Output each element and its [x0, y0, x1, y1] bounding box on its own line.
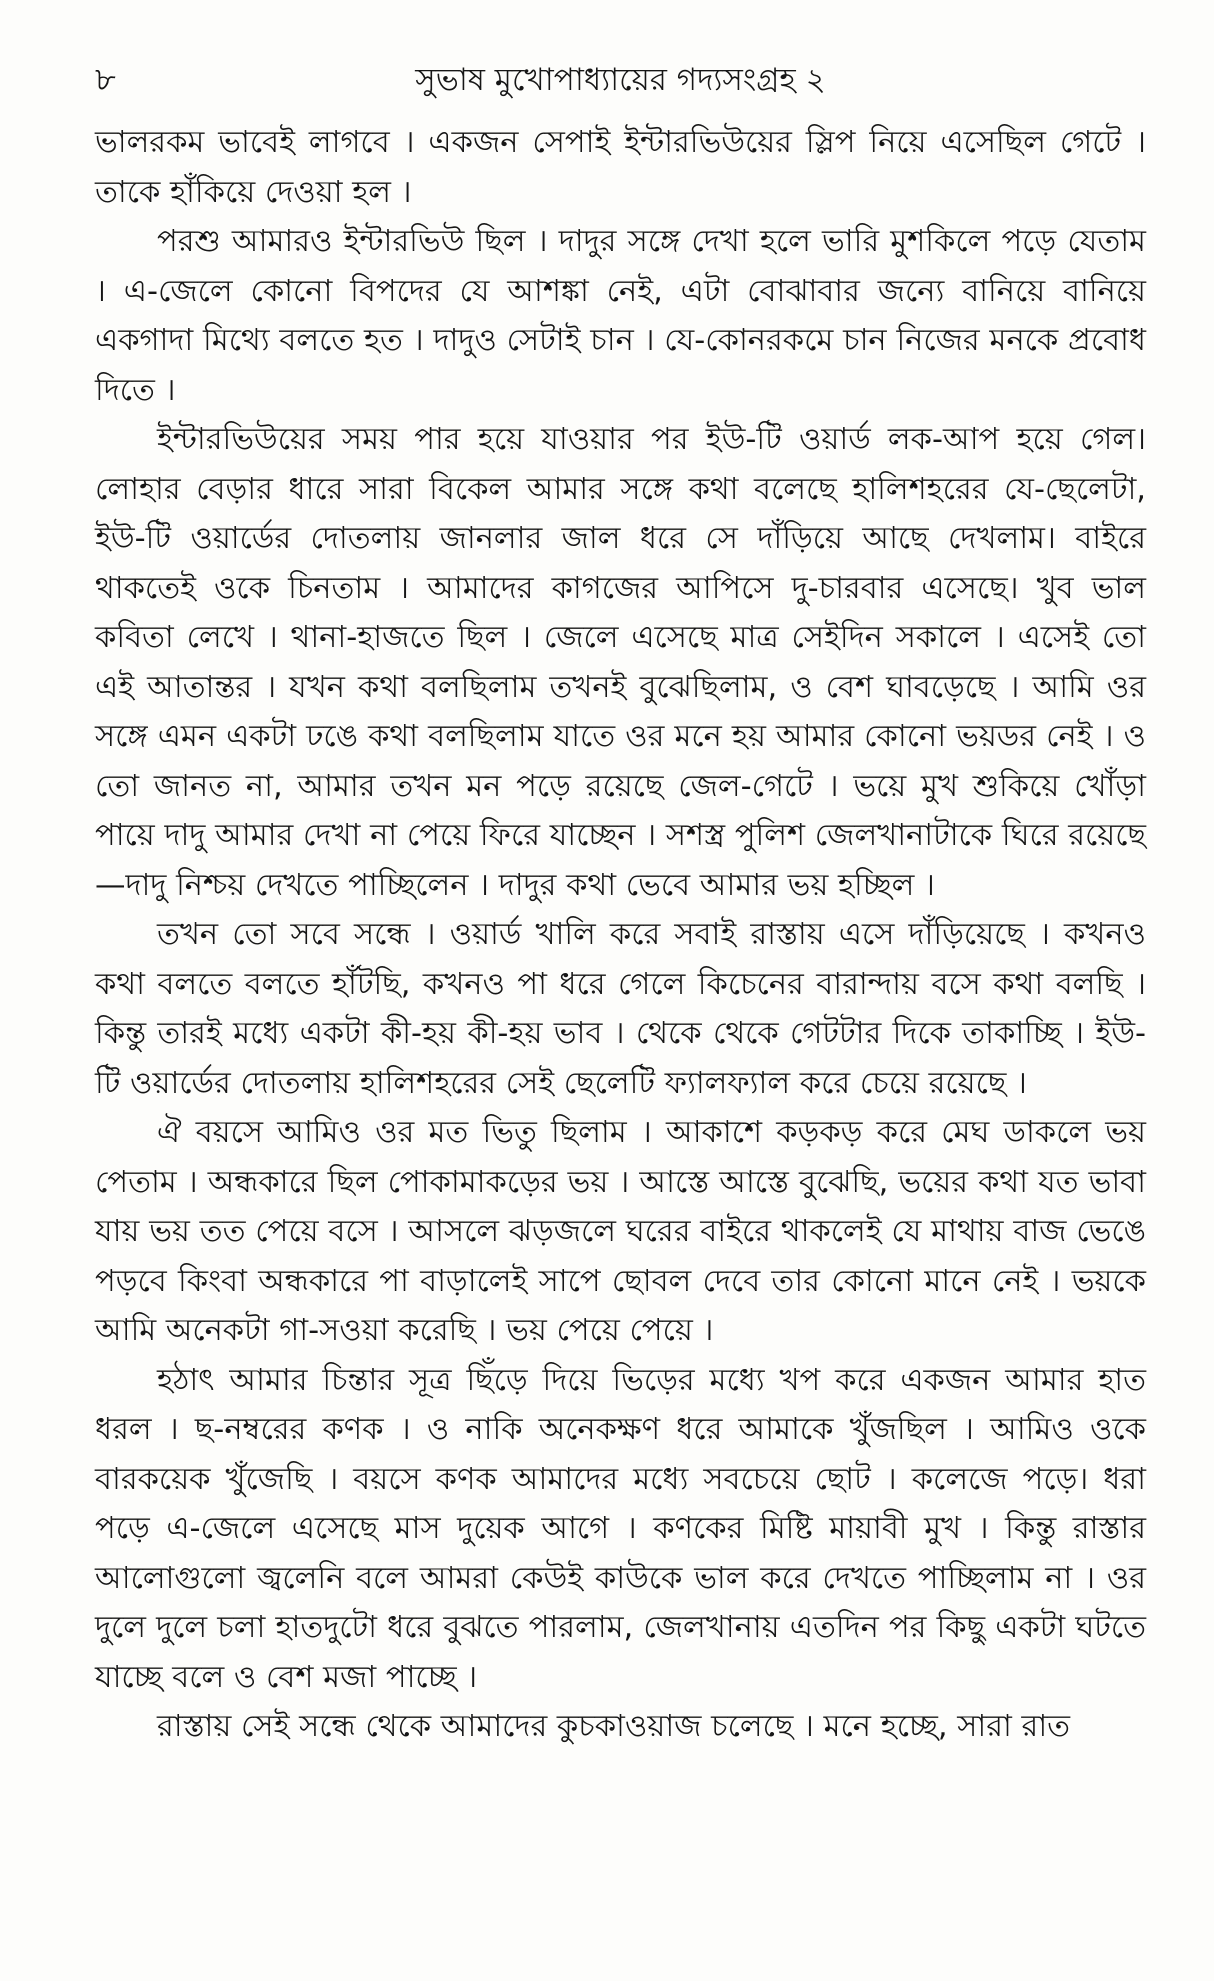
paragraph-4: তখন তো সবে সন্ধে । ওয়ার্ড খালি করে সবাই রাস্তায় এসে দাঁড়িয়েছে । কখনও কথা বলতে বলতে হাঁটছি, কখনও পা ধরে গেলে কিচেনের বারান্দায় বসে কথা বলছি । কিন্তু তারই মধ্যে একটা কী-হয় কী-হয় ভাব । থেকে থেকে গেটটার দিকে তাকাচ্ছি । ইউ-টি ওয়ার্ডের দোতলায় হালিশহরের সেই ছেলেটি ফ্যালফ্যাল করে চেয়ে রয়েছে ।	[95, 917, 1146, 1101]
paragraph-6: হঠাৎ আমার চিন্তার সূত্র ছিঁড়ে দিয়ে ভিড়ের মধ্যে খপ করে একজন আমার হাত ধরল । ছ-নম্বরের কণক । ও নাকি অনেকক্ষণ ধরে আমাকে খুঁজছিল । আমিও ওকে বারকয়েক খুঁজেছি । বয়সে কণক আমাদের মধ্যে সবচেয়ে ছোট । কলেজে পড়ে। ধরা পড়ে এ-জেলে এসেছে মাস দুয়েক আগে । কণকের মিষ্টি মায়াবী মুখ । কিন্তু রাস্তার আলোগুলো জ্বলেনি বলে আমরা কেউই কাউকে ভাল করে দেখতে পাচ্ছিলাম না । ওর দুলে দুলে চলা হাতদুটো ধরে বুঝতে পারলাম, জেলখানায় এতদিন পর কিছু একটা ঘটতে যাচ্ছে বলে ও বেশ মজা পাচ্ছে ।	[95, 1362, 1146, 1695]
paragraph-3: ইন্টারভিউয়ের সময় পার হয়ে যাওয়ার পর ইউ-টি ওয়ার্ড লক-আপ হয়ে গেল। লোহার বেড়ার ধারে সারা বিকেল আমার সঙ্গে কথা বলেছে হালিশহরের যে-ছেলেটা, ইউ-টি ওয়ার্ডের দোতলায় জানলার জাল ধরে সে দাঁড়িয়ে আছে দেখলাম। বাইরে থাকতেই ওকে চিনতাম । আমাদের কাগজের আপিসে দু-চারবার এসেছে। খুব ভাল কবিতা লেখে । থানা-হাজতে ছিল । জেলে এসেছে মাত্র সেইদিন সকালে । এসেই তো এই আতান্তর । যখন কথা বলছিলাম তখনই বুঝেছিলাম, ও বেশ ঘাবড়েছে । আমি ওর সঙ্গে এমন একটা ঢঙে কথা বলছিলাম যাতে ওর মনে হয় আমার কোনো ভয়ডর নেই । ও তো জানত না, আমার তখন মন পড়ে রয়েছে জেল-গেটে । ভয়ে মুখ শুকিয়ে খোঁড়া পায়ে দাদু আমার দেখা না পেয়ে ফিরে যাচ্ছেন । সশস্ত্র পুলিশ জেলখানাটাকে ঘিরে রয়েছে—দাদু নিশ্চয় দেখতে পাচ্ছিলেন । দাদুর কথা ভেবে আমার ভয় হচ্ছিল ।	[95, 422, 1146, 903]
paragraph-2: পরশু আমারও ইন্টারভিউ ছিল । দাদুর সঙ্গে দেখা হলে ভারি মুশকিলে পড়ে যেতাম । এ-জেলে কোনো বিপদের যে আশঙ্কা নেই, এটা বোঝাবার জন্যে বানিয়ে বানিয়ে একগাদা মিথ্যে বলতে হত । দাদুও সেটাই চান । যে-কোনরকমে চান নিজের মনকে প্রবোধ দিতে ।	[95, 224, 1146, 408]
page-number: ৮	[95, 60, 116, 98]
paragraph-1: ভালরকম ভাবেই লাগবে । একজন সেপাই ইন্টারভিউয়ের স্লিপ নিয়ে এসেছিল গেটে । তাকে হাঁকিয়ে দেওয়া হল ।	[95, 125, 1146, 210]
page-header	[95, 60, 1146, 108]
running-title: সুভাষ মুখোপাধ্যায়ের গদ্যসংগ্রহ ২	[415, 62, 826, 98]
paragraph-7: রাস্তায় সেই সন্ধে থেকে আমাদের কুচকাওয়াজ চলেছে । মনে হচ্ছে, সারা রাত	[157, 1709, 1071, 1744]
paragraph-5: ঐ বয়সে আমিও ওর মত ভিতু ছিলাম । আকাশে কড়কড় করে মেঘ ডাকলে ভয় পেতাম । অন্ধকারে ছিল পোকামাকড়ের ভয় । আস্তে আস্তে বুঝেছি, ভয়ের কথা যত ভাবা যায় ভয় তত পেয়ে বসে । আসলে ঝড়জলে ঘরের বাইরে থাকলেই যে মাথায় বাজ ভেঙে পড়বে কিংবা অন্ধকারে পা বাড়ালেই সাপে ছোবল দেবে তার কোনো মানে নেই । ভয়কে আমি অনেকটা গা-সওয়া করেছি । ভয় পেয়ে পেয়ে ।	[95, 1115, 1146, 1348]
body-text	[95, 118, 1146, 1752]
